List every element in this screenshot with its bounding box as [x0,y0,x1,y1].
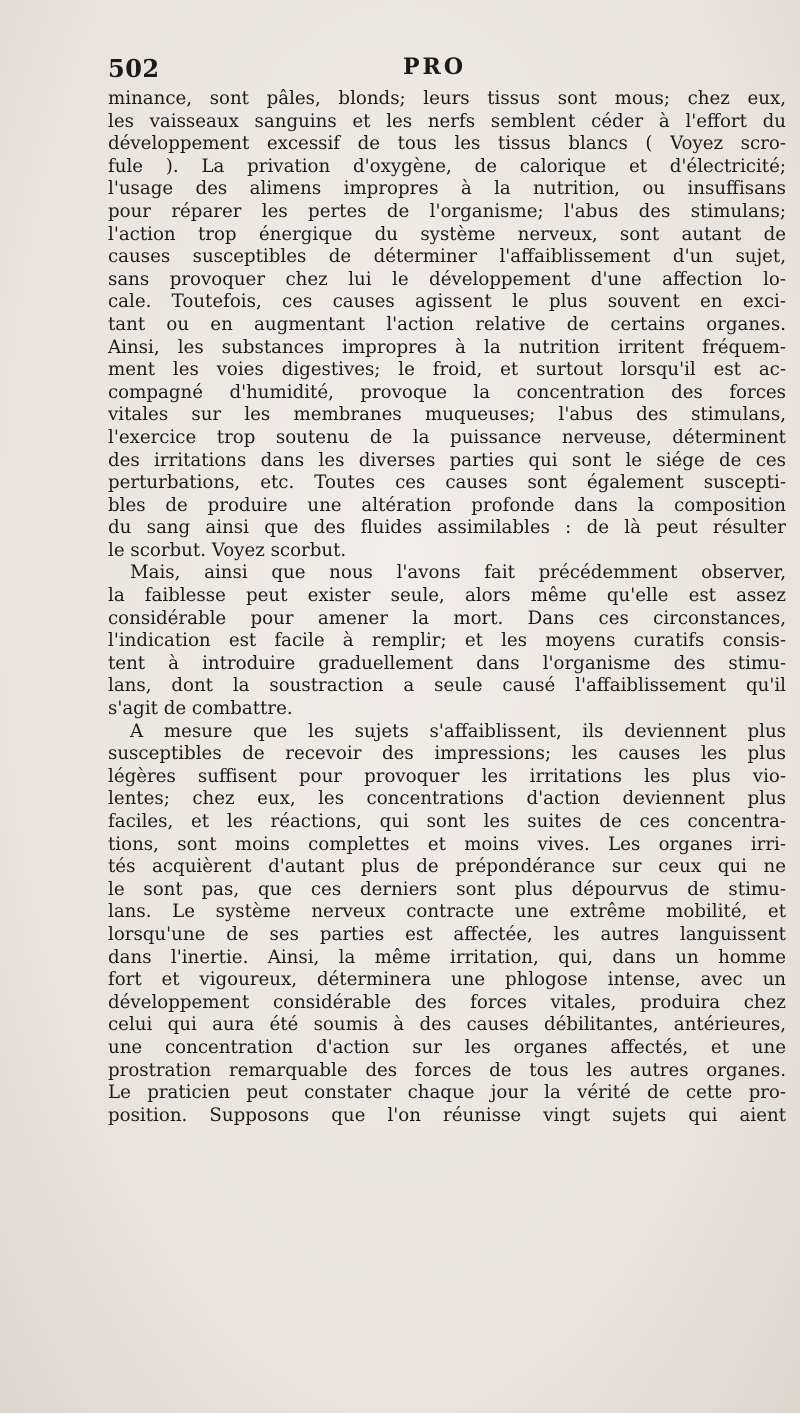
text-line: faciles, et les réactions, qui sont les suites de ces concentra- [108,811,786,832]
running-head: PRO [403,54,466,80]
text-line: sans provoquer chez lui le développement d'une affection lo- [108,268,786,290]
text-line: du sang ainsi que des fluides assimilables : de là peut résulter [108,517,786,539]
text-line: tés acquièrent d'autant plus de prépondérance sur ceux qui ne [108,856,786,878]
text-line: tent à introduire graduellement dans l'organisme des stimu- [108,652,786,674]
page-header [108,54,786,88]
text-line: pour réparer les pertes de l'organisme; l'abus des stimulans; [108,200,786,222]
text-line: lans, dont la soustraction a seule causé l'affaiblissement qu'il [108,675,786,697]
text-line: développement excessif de tous les tissus blancs ( Voyez scro- [108,133,786,155]
text-line: A mesure que les sujets s'affaiblissent, ils deviennent plus [130,720,786,742]
text-line: la faiblesse peut exister seule, alors même qu'elle est assez [108,585,786,607]
text-line: tant ou en augmentant l'action relative de certains organes. [108,313,786,335]
text-line: susceptibles de recevoir des impressions; les causes les plus [108,743,786,765]
text-line: considérable pour amener la mort. Dans ces circonstances, [108,607,786,629]
text-line: le scorbut. Voyez scorbut. [108,539,347,561]
text-line: l'exercice trop soutenu de la puissance nerveuse, déterminent [108,426,786,448]
text-line: compagné d'humidité, provoque la concentration des forces [108,381,786,403]
text-line: bles de produire une altération profonde dans la composition [108,494,786,516]
text-line: prostration remarquable des forces de tous les autres organes. [108,1059,786,1081]
text-line: causes susceptibles de déterminer l'affaiblissement d'un sujet, [108,246,786,268]
text-line: tions, sont moins complettes et moins vives. Les organes irri- [108,833,786,855]
text-line: perturbations, etc. Toutes ces causes sont également suscepti- [108,472,786,494]
text-line: des irritations dans les diverses parties qui sont le siége de ces [108,449,786,471]
text-line: l'indication est facile à remplir; et les moyens curatifs consis- [108,630,786,652]
text-line: l'action trop énergique du système nerveux, sont autant de [108,223,786,245]
text-line: lorsqu'une de ses parties est affectée, les autres languissent [108,923,786,945]
text-line: celui qui aura été soumis à des causes débilitantes, antérieures, [108,1014,786,1036]
text-line: cale. Toutefois, ces causes agissent le plus souvent en exci- [108,291,786,313]
text-line: Ainsi, les substances impropres à la nutrition irritent fréquem- [108,336,786,358]
text-line: lentes; chez eux, les concentrations d'action deviennent plus [108,788,786,810]
body-text [108,88,786,1127]
text-line: minance, sont pâles, blonds; leurs tissus sont mous; chez eux, [108,88,786,109]
text-line: ment les voies digestives; le froid, et surtout lorsqu'il est ac- [108,359,786,381]
text-line: s'agit de combattre. [108,698,293,720]
text-line: vitales sur les membranes muqueuses; l'abus des stimulans, [108,404,786,426]
page-number: 502 [108,54,160,83]
text-line: Mais, ainsi que nous l'avons fait précédemment observer, [130,562,786,584]
text-line: le sont pas, que ces derniers sont plus dépourvus de stimu- [108,878,786,900]
text-line: les vaisseaux sanguins et les nerfs semblent céder à l'effort du [108,110,786,132]
text-line: fule ). La privation d'oxygène, de calorique et d'électricité; [108,155,786,177]
text-line: position. Supposons que l'on réunisse vingt sujets qui aient [108,1104,786,1126]
text-line: légères suffisent pour provoquer les irritations les plus vio- [108,765,786,787]
text-line: l'usage des alimens impropres à la nutrition, ou insuffisans [108,178,786,200]
text-line: Le praticien peut constater chaque jour la vérité de cette pro- [108,1082,786,1104]
text-line: développement considérable des forces vitales, produira chez [108,991,786,1013]
text-line: fort et vigoureux, déterminera une phlogose intense, avec un [108,969,786,991]
text-line: lans. Le système nerveux contracte une extrême mobilité, et [108,901,786,923]
text-line: une concentration d'action sur les organes affectés, et une [108,1036,786,1058]
text-line: dans l'inertie. Ainsi, la même irritation, qui, dans un homme [108,946,786,968]
